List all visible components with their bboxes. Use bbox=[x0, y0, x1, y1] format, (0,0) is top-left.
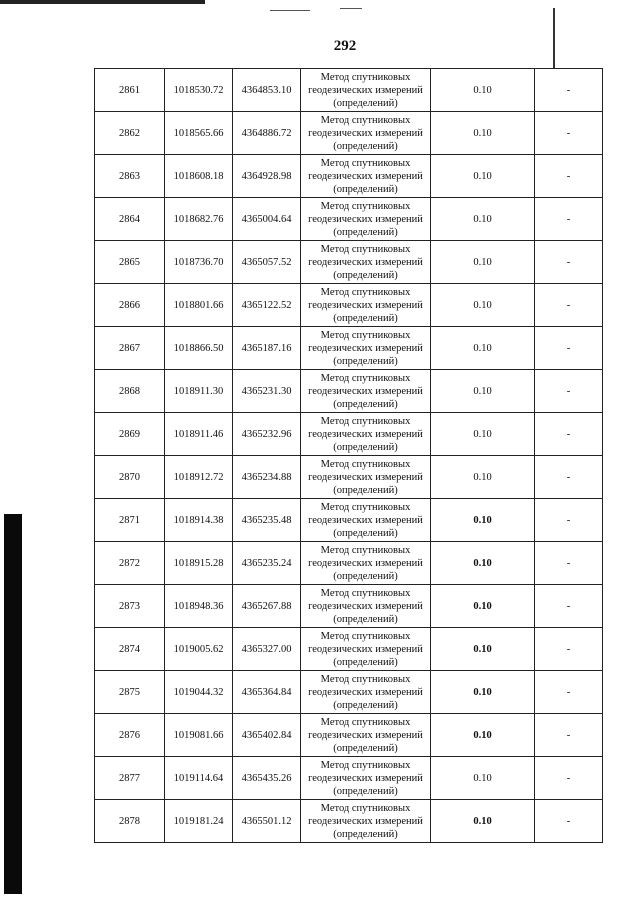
method-line: (определений) bbox=[333, 398, 398, 410]
x-coordinate-cell: 1018915.28 bbox=[165, 542, 233, 585]
table-row bbox=[95, 112, 603, 155]
method-line: геодезических измерений bbox=[308, 600, 423, 612]
table-row bbox=[95, 69, 603, 112]
point-number-cell: 2867 bbox=[95, 327, 165, 370]
precision-cell: 0.10 bbox=[431, 327, 535, 370]
y-coordinate-cell: 4365267.88 bbox=[233, 585, 301, 628]
x-coordinate-cell: 1018608.18 bbox=[165, 155, 233, 198]
point-number-cell: 2871 bbox=[95, 499, 165, 542]
point-number-cell: 2872 bbox=[95, 542, 165, 585]
y-coordinate-cell: 4364853.10 bbox=[233, 69, 301, 112]
description-cell: - bbox=[535, 714, 603, 757]
description-cell: - bbox=[535, 284, 603, 327]
table-row bbox=[95, 585, 603, 628]
method-line: Метод спутниковых bbox=[320, 630, 411, 642]
precision-cell: 0.10 bbox=[431, 757, 535, 800]
scan-noise bbox=[270, 10, 310, 11]
method-cell bbox=[301, 585, 431, 628]
y-coordinate-cell: 4365232.96 bbox=[233, 413, 301, 456]
method-line: геодезических измерений bbox=[308, 643, 423, 655]
x-coordinate-cell: 1019114.64 bbox=[165, 757, 233, 800]
method-cell bbox=[301, 198, 431, 241]
point-number-cell: 2876 bbox=[95, 714, 165, 757]
method-line: Метод спутниковых bbox=[320, 114, 411, 126]
y-coordinate-cell: 4365402.84 bbox=[233, 714, 301, 757]
precision-cell: 0.10 bbox=[431, 155, 535, 198]
method-line: (определений) bbox=[333, 140, 398, 152]
point-number-cell: 2866 bbox=[95, 284, 165, 327]
method-line: геодезических измерений bbox=[308, 772, 423, 784]
method-line: геодезических измерений bbox=[308, 557, 423, 569]
method-line: (определений) bbox=[333, 441, 398, 453]
method-line: Метод спутниковых bbox=[320, 802, 411, 814]
description-cell: - bbox=[535, 69, 603, 112]
method-cell bbox=[301, 800, 431, 843]
x-coordinate-cell: 1019044.32 bbox=[165, 671, 233, 714]
table-row bbox=[95, 757, 603, 800]
description-cell: - bbox=[535, 585, 603, 628]
method-line: Метод спутниковых bbox=[320, 286, 411, 298]
table-row bbox=[95, 413, 603, 456]
table-row bbox=[95, 714, 603, 757]
scan-binding-edge bbox=[4, 514, 22, 894]
precision-cell: 0.10 bbox=[431, 585, 535, 628]
x-coordinate-cell: 1018565.66 bbox=[165, 112, 233, 155]
method-line: Метод спутниковых bbox=[320, 759, 411, 771]
x-coordinate-cell: 1018530.72 bbox=[165, 69, 233, 112]
point-number-cell: 2870 bbox=[95, 456, 165, 499]
method-cell bbox=[301, 671, 431, 714]
method-line: геодезических измерений bbox=[308, 729, 423, 741]
scan-top-rule bbox=[0, 0, 205, 4]
method-line: (определений) bbox=[333, 269, 398, 281]
precision-cell: 0.10 bbox=[431, 241, 535, 284]
point-number-cell: 2864 bbox=[95, 198, 165, 241]
method-line: (определений) bbox=[333, 785, 398, 797]
table-row bbox=[95, 370, 603, 413]
y-coordinate-cell: 4365501.12 bbox=[233, 800, 301, 843]
table-row bbox=[95, 542, 603, 585]
method-line: (определений) bbox=[333, 570, 398, 582]
point-number-cell: 2875 bbox=[95, 671, 165, 714]
method-line: Метод спутниковых bbox=[320, 673, 411, 685]
method-line: (определений) bbox=[333, 484, 398, 496]
method-line: (определений) bbox=[333, 699, 398, 711]
precision-cell: 0.10 bbox=[431, 456, 535, 499]
method-cell bbox=[301, 112, 431, 155]
x-coordinate-cell: 1018801.66 bbox=[165, 284, 233, 327]
precision-cell: 0.10 bbox=[431, 671, 535, 714]
table-row bbox=[95, 241, 603, 284]
table-row bbox=[95, 499, 603, 542]
point-number-cell: 2874 bbox=[95, 628, 165, 671]
method-line: геодезических измерений bbox=[308, 428, 423, 440]
description-cell: - bbox=[535, 542, 603, 585]
method-line: геодезических измерений bbox=[308, 815, 423, 827]
precision-cell: 0.10 bbox=[431, 112, 535, 155]
method-line: Метод спутниковых bbox=[320, 71, 411, 83]
method-line: геодезических измерений bbox=[308, 686, 423, 698]
point-number-cell: 2868 bbox=[95, 370, 165, 413]
description-cell: - bbox=[535, 112, 603, 155]
y-coordinate-cell: 4365235.48 bbox=[233, 499, 301, 542]
x-coordinate-cell: 1019005.62 bbox=[165, 628, 233, 671]
precision-cell: 0.10 bbox=[431, 628, 535, 671]
table-row bbox=[95, 155, 603, 198]
method-line: Метод спутниковых bbox=[320, 458, 411, 470]
method-line: Метод спутниковых bbox=[320, 716, 411, 728]
table-row bbox=[95, 800, 603, 843]
y-coordinate-cell: 4364928.98 bbox=[233, 155, 301, 198]
method-cell bbox=[301, 456, 431, 499]
page-number: 292 bbox=[333, 38, 357, 54]
method-line: (определений) bbox=[333, 527, 398, 539]
description-cell: - bbox=[535, 499, 603, 542]
y-coordinate-cell: 4365435.26 bbox=[233, 757, 301, 800]
y-coordinate-cell: 4365004.64 bbox=[233, 198, 301, 241]
y-coordinate-cell: 4365234.88 bbox=[233, 456, 301, 499]
precision-cell: 0.10 bbox=[431, 499, 535, 542]
method-line: (определений) bbox=[333, 828, 398, 840]
method-cell bbox=[301, 69, 431, 112]
y-coordinate-cell: 4365364.84 bbox=[233, 671, 301, 714]
description-cell: - bbox=[535, 327, 603, 370]
y-coordinate-cell: 4365327.00 bbox=[233, 628, 301, 671]
x-coordinate-cell: 1018911.46 bbox=[165, 413, 233, 456]
table-row bbox=[95, 284, 603, 327]
precision-cell: 0.10 bbox=[431, 542, 535, 585]
description-cell: - bbox=[535, 413, 603, 456]
scan-noise bbox=[340, 8, 362, 9]
method-line: геодезических измерений bbox=[308, 342, 423, 354]
method-line: Метод спутниковых bbox=[320, 157, 411, 169]
description-cell: - bbox=[535, 241, 603, 284]
point-number-cell: 2878 bbox=[95, 800, 165, 843]
method-line: Метод спутниковых bbox=[320, 501, 411, 513]
x-coordinate-cell: 1018736.70 bbox=[165, 241, 233, 284]
y-coordinate-cell: 4365231.30 bbox=[233, 370, 301, 413]
method-line: Метод спутниковых bbox=[320, 415, 411, 427]
y-coordinate-cell: 4365057.52 bbox=[233, 241, 301, 284]
x-coordinate-cell: 1018914.38 bbox=[165, 499, 233, 542]
x-coordinate-cell: 1019081.66 bbox=[165, 714, 233, 757]
description-cell: - bbox=[535, 671, 603, 714]
method-line: геодезических измерений bbox=[308, 471, 423, 483]
table-row bbox=[95, 456, 603, 499]
description-cell: - bbox=[535, 757, 603, 800]
y-coordinate-cell: 4365235.24 bbox=[233, 542, 301, 585]
y-coordinate-cell: 4364886.72 bbox=[233, 112, 301, 155]
point-number-cell: 2873 bbox=[95, 585, 165, 628]
y-coordinate-cell: 4365122.52 bbox=[233, 284, 301, 327]
point-number-cell: 2861 bbox=[95, 69, 165, 112]
description-cell: - bbox=[535, 155, 603, 198]
method-line: (определений) bbox=[333, 312, 398, 324]
method-line: Метод спутниковых bbox=[320, 200, 411, 212]
description-cell: - bbox=[535, 370, 603, 413]
x-coordinate-cell: 1018682.76 bbox=[165, 198, 233, 241]
point-number-cell: 2877 bbox=[95, 757, 165, 800]
method-line: Метод спутниковых bbox=[320, 372, 411, 384]
table-row bbox=[95, 671, 603, 714]
point-number-cell: 2869 bbox=[95, 413, 165, 456]
method-cell bbox=[301, 413, 431, 456]
x-coordinate-cell: 1019181.24 bbox=[165, 800, 233, 843]
precision-cell: 0.10 bbox=[431, 800, 535, 843]
method-line: (определений) bbox=[333, 656, 398, 668]
method-line: геодезических измерений bbox=[308, 127, 423, 139]
method-cell bbox=[301, 370, 431, 413]
method-line: Метод спутниковых bbox=[320, 243, 411, 255]
method-line: (определений) bbox=[333, 97, 398, 109]
method-cell bbox=[301, 542, 431, 585]
description-cell: - bbox=[535, 628, 603, 671]
method-line: (определений) bbox=[333, 613, 398, 625]
table-row bbox=[95, 628, 603, 671]
method-line: (определений) bbox=[333, 742, 398, 754]
method-line: (определений) bbox=[333, 183, 398, 195]
method-line: Метод спутниковых bbox=[320, 587, 411, 599]
precision-cell: 0.10 bbox=[431, 714, 535, 757]
description-cell: - bbox=[535, 456, 603, 499]
coordinates-table bbox=[94, 68, 603, 843]
method-line: Метод спутниковых bbox=[320, 329, 411, 341]
method-cell bbox=[301, 155, 431, 198]
method-line: геодезических измерений bbox=[308, 514, 423, 526]
method-line: (определений) bbox=[333, 355, 398, 367]
method-line: геодезических измерений bbox=[308, 170, 423, 182]
precision-cell: 0.10 bbox=[431, 370, 535, 413]
method-line: (определений) bbox=[333, 226, 398, 238]
method-line: геодезических измерений bbox=[308, 213, 423, 225]
precision-cell: 0.10 bbox=[431, 198, 535, 241]
x-coordinate-cell: 1018948.36 bbox=[165, 585, 233, 628]
method-line: геодезических измерений bbox=[308, 256, 423, 268]
precision-cell: 0.10 bbox=[431, 69, 535, 112]
method-cell bbox=[301, 628, 431, 671]
table-row bbox=[95, 198, 603, 241]
point-number-cell: 2865 bbox=[95, 241, 165, 284]
y-coordinate-cell: 4365187.16 bbox=[233, 327, 301, 370]
point-number-cell: 2862 bbox=[95, 112, 165, 155]
x-coordinate-cell: 1018912.72 bbox=[165, 456, 233, 499]
method-line: Метод спутниковых bbox=[320, 544, 411, 556]
method-line: геодезических измерений bbox=[308, 84, 423, 96]
precision-cell: 0.10 bbox=[431, 413, 535, 456]
description-cell: - bbox=[535, 800, 603, 843]
method-cell bbox=[301, 757, 431, 800]
method-cell bbox=[301, 284, 431, 327]
table-row bbox=[95, 327, 603, 370]
method-cell bbox=[301, 499, 431, 542]
point-number-cell: 2863 bbox=[95, 155, 165, 198]
table-body bbox=[95, 69, 603, 843]
description-cell: - bbox=[535, 198, 603, 241]
method-cell bbox=[301, 241, 431, 284]
method-cell bbox=[301, 327, 431, 370]
x-coordinate-cell: 1018911.30 bbox=[165, 370, 233, 413]
precision-cell: 0.10 bbox=[431, 284, 535, 327]
x-coordinate-cell: 1018866.50 bbox=[165, 327, 233, 370]
method-line: геодезических измерений bbox=[308, 299, 423, 311]
method-cell bbox=[301, 714, 431, 757]
method-line: геодезических измерений bbox=[308, 385, 423, 397]
